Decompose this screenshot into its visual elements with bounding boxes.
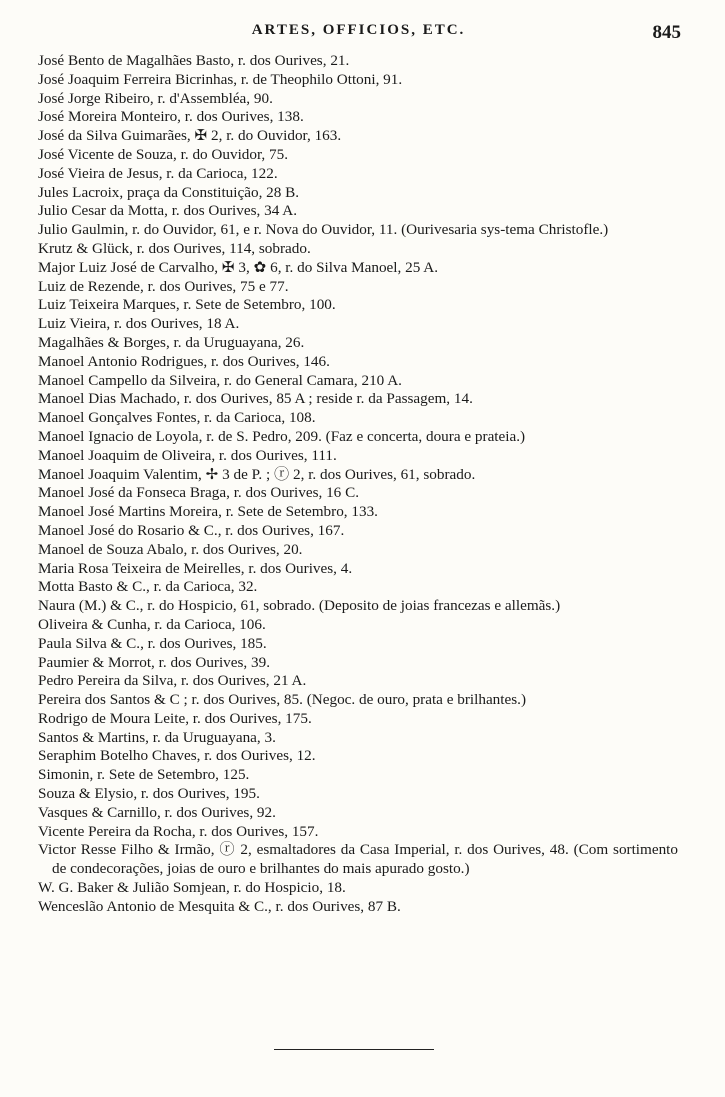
- list-item: Julio Cesar da Motta, r. dos Ourives, 34 A.: [38, 202, 298, 220]
- list-item: Santos & Martins, r. da Uruguayana, 3.: [38, 728, 276, 746]
- list-item: Motta Basto & C., r. da Carioca, 32.: [38, 578, 258, 596]
- list-item: José Bento de Magalhães Basto, r. dos Ourives, 21.: [38, 52, 350, 69]
- list-item: Wenceslão Antonio de Mesquita & C., r. dos Ourives, 87 B.: [38, 897, 401, 915]
- list-item: Manoel Joaquim Valentim, ✢ 3 de P. ; ⓡ 2, r. dos Ourives, 61, sobrado.: [38, 465, 476, 483]
- list-item: Magalhães & Borges, r. da Uruguayana, 26.: [38, 333, 305, 351]
- page-number: 845: [652, 22, 681, 43]
- list-item: Simonin, r. Sete de Setembro, 125.: [38, 766, 250, 784]
- list-item: Manoel Dias Machado, r. dos Ourives, 85 A ; reside r. da Passagem, 14.: [38, 390, 473, 408]
- list-item: Naura (M.) & C., r. do Hospicio, 61, sobrado. (Deposito de joias francezas e allemãs.): [38, 597, 561, 615]
- list-item: Paula Silva & C., r. dos Ourives, 185.: [38, 634, 267, 652]
- list-item: Major Luiz José de Carvalho, ✠ 3, ✿ 6, r. do Silva Manoel, 25 A.: [38, 258, 439, 276]
- list-item: José Jorge Ribeiro, r. d'Assembléa, 90.: [38, 89, 273, 107]
- running-head: ARTES, OFFICIOS, ETC.: [251, 22, 466, 38]
- list-item: Victor Resse Filho & Irmão, ⓡ 2, esmaltadores da Casa Imperial, r. dos Ourives, 48. (Com sortimento de condecorações, joias de ouro e brilhantes do mais apurado gosto.): [38, 841, 678, 878]
- list-item: Manoel José Martins Moreira, r. Sete de Setembro, 133.: [38, 503, 378, 521]
- list-item: Vasques & Carnillo, r. dos Ourives, 92.: [38, 803, 276, 821]
- closing-rule: [274, 1049, 434, 1050]
- list-item: Manoel Gonçalves Fontes, r. da Carioca, 108.: [38, 409, 316, 427]
- list-item: W. G. Baker & Julião Somjean, r. do Hospicio, 18.: [38, 879, 346, 897]
- list-item: Manoel Joaquim de Oliveira, r. dos Ourives, 111.: [38, 446, 337, 464]
- list-item: José Vieira de Jesus, r. da Carioca, 122.: [38, 164, 278, 182]
- list-item: Pereira dos Santos & C ; r. dos Ourives, 85. (Negoc. de ouro, prata e brilhantes.): [38, 691, 527, 709]
- list-item: Manoel José do Rosario & C., r. dos Ourives, 167.: [38, 521, 345, 539]
- list-item: José da Silva Guimarães, ✠ 2, r. do Ouvidor, 163.: [38, 127, 342, 145]
- list-item: Julio Gaulmin, r. do Ouvidor, 61, e r. Nova do Ouvidor, 11. (Ourivesaria sys-tema Christofle.): [38, 221, 609, 239]
- list-item: Vicente Pereira da Rocha, r. dos Ourives, 157.: [38, 822, 319, 840]
- list-item: Seraphim Botelho Chaves, r. dos Ourives, 12.: [38, 747, 316, 765]
- list-item: Oliveira & Cunha, r. da Carioca, 106.: [38, 615, 266, 633]
- list-item: José Joaquim Ferreira Bicrinhas, r. de Theophilo Ottoni, 91.: [38, 70, 403, 88]
- page-header: [36, 22, 681, 44]
- list-item: Krutz & Glück, r. dos Ourives, 114, sobrado.: [38, 239, 311, 257]
- list-item: Manoel de Souza Abalo, r. dos Ourives, 20.: [38, 540, 303, 558]
- list-item: Souza & Elysio, r. dos Ourives, 195.: [38, 785, 260, 803]
- list-item: Manoel Ignacio de Loyola, r. de S. Pedro, 209. (Faz e concerta, doura e prateia.): [38, 427, 526, 445]
- list-item: Manoel Campello da Silveira, r. do General Camara, 210 A.: [38, 371, 402, 389]
- list-item: Pedro Pereira da Silva, r. dos Ourives, 21 A.: [38, 672, 307, 690]
- list-item: Luiz Vieira, r. dos Ourives, 18 A.: [38, 315, 240, 333]
- list-item: Manoel Antonio Rodrigues, r. dos Ourives, 146.: [38, 352, 330, 370]
- list-item: Maria Rosa Teixeira de Meirelles, r. dos Ourives, 4.: [38, 559, 353, 577]
- list-item: Jules Lacroix, praça da Constituição, 28 B.: [38, 183, 300, 201]
- list-item: José Moreira Monteiro, r. dos Ourives, 138.: [38, 108, 304, 126]
- list-item: José Vicente de Souza, r. do Ouvidor, 75.: [38, 145, 289, 163]
- list-item: Manoel José da Fonseca Braga, r. dos Ourives, 16 C.: [38, 484, 359, 502]
- entry-list: [38, 52, 678, 917]
- list-item: Luiz Teixeira Marques, r. Sete de Setembro, 100.: [38, 296, 336, 314]
- list-item: Luiz de Rezende, r. dos Ourives, 75 e 77.: [38, 277, 289, 295]
- list-item: Rodrigo de Moura Leite, r. dos Ourives, 175.: [38, 709, 312, 727]
- list-item: Paumier & Morrot, r. dos Ourives, 39.: [38, 653, 271, 671]
